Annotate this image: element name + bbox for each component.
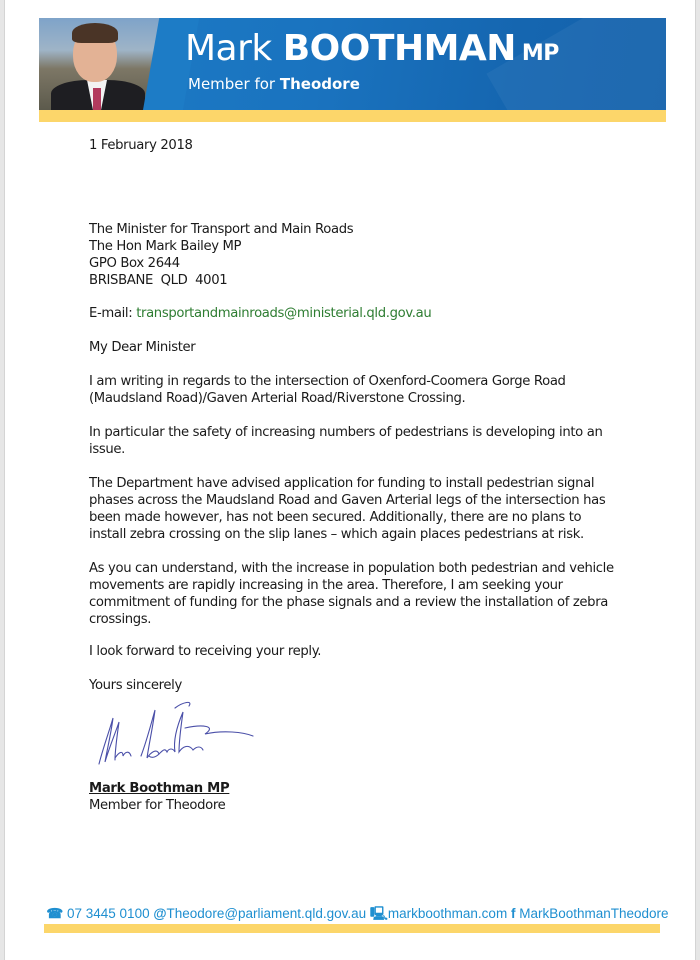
- closing: Yours sincerely: [89, 678, 182, 693]
- body-paragraph: I am writing in regards to the intersection of Oxenford-Coomera Gorge Road (Maudsland Road)/Gaven Arterial Road/Riverstone Crossing.: [89, 374, 566, 406]
- letter-page: [4, 0, 696, 960]
- computer-icon: 🖳: [369, 906, 388, 921]
- recipient-email-link[interactable]: transportandmainroads@ministerial.qld.gov.au: [136, 306, 432, 321]
- signatory-name: Mark Boothman MP: [89, 781, 230, 796]
- signatory-role: Member for Theodore: [89, 798, 226, 813]
- footer-website[interactable]: markboothman.com: [387, 906, 508, 921]
- body-paragraph: In particular the safety of increasing numbers of pedestrians is developing into an issue.: [89, 425, 603, 457]
- footer-facebook[interactable]: MarkBoothmanTheodore: [519, 906, 669, 921]
- body-paragraph: The Department have advised application for funding to install pedestrian signal phases across the Maudsland Road and Gaven Arterial legs of the intersection has been made however, has not been secured. Additionally, there are no plans to install zebra crossing on the slip lanes – which again places pedestrians at risk.: [89, 476, 606, 542]
- body-paragraph: I look forward to receiving your reply.: [89, 644, 322, 659]
- recipient-line: The Hon Mark Bailey MP: [89, 239, 242, 254]
- letterhead-subtitle: [188, 75, 360, 93]
- body-paragraph: As you can understand, with the increase in population both pedestrian and vehicle movements are rapidly increasing in the area. Therefore, I am seeking your commitment of funding for the phase signals and a review the installation of zebra crossings.: [89, 561, 614, 627]
- salutation: My Dear Minister: [89, 340, 196, 355]
- last-name: BOOTHMAN: [282, 28, 516, 69]
- letterhead-name: [185, 28, 559, 75]
- header-accent-bar: [39, 110, 666, 122]
- recipient-email-line: [89, 305, 431, 322]
- letter-date: 1 February 2018: [89, 138, 193, 153]
- facebook-icon: f: [510, 906, 516, 921]
- recipient-line: The Minister for Transport and Main Roads: [89, 222, 354, 237]
- handwritten-signature: [93, 696, 263, 772]
- mp-suffix: MP: [521, 41, 559, 66]
- footer-phone[interactable]: 07 3445 0100: [67, 906, 150, 921]
- electorate: Theodore: [279, 75, 360, 93]
- footer-email[interactable]: Theodore@parliament.qld.gov.au: [166, 906, 367, 921]
- first-name: Mark: [185, 28, 272, 69]
- recipient-address: [89, 221, 353, 289]
- recipient-line: BRISBANE QLD 4001: [89, 273, 228, 288]
- phone-icon: ☎: [46, 906, 64, 921]
- at-icon: @: [153, 906, 167, 921]
- member-prefix: Member for: [188, 75, 276, 93]
- recipient-line: GPO Box 2644: [89, 256, 180, 271]
- email-label: E-mail:: [89, 306, 133, 321]
- footer-accent-bar: [44, 924, 660, 933]
- letterhead-banner: [39, 18, 666, 110]
